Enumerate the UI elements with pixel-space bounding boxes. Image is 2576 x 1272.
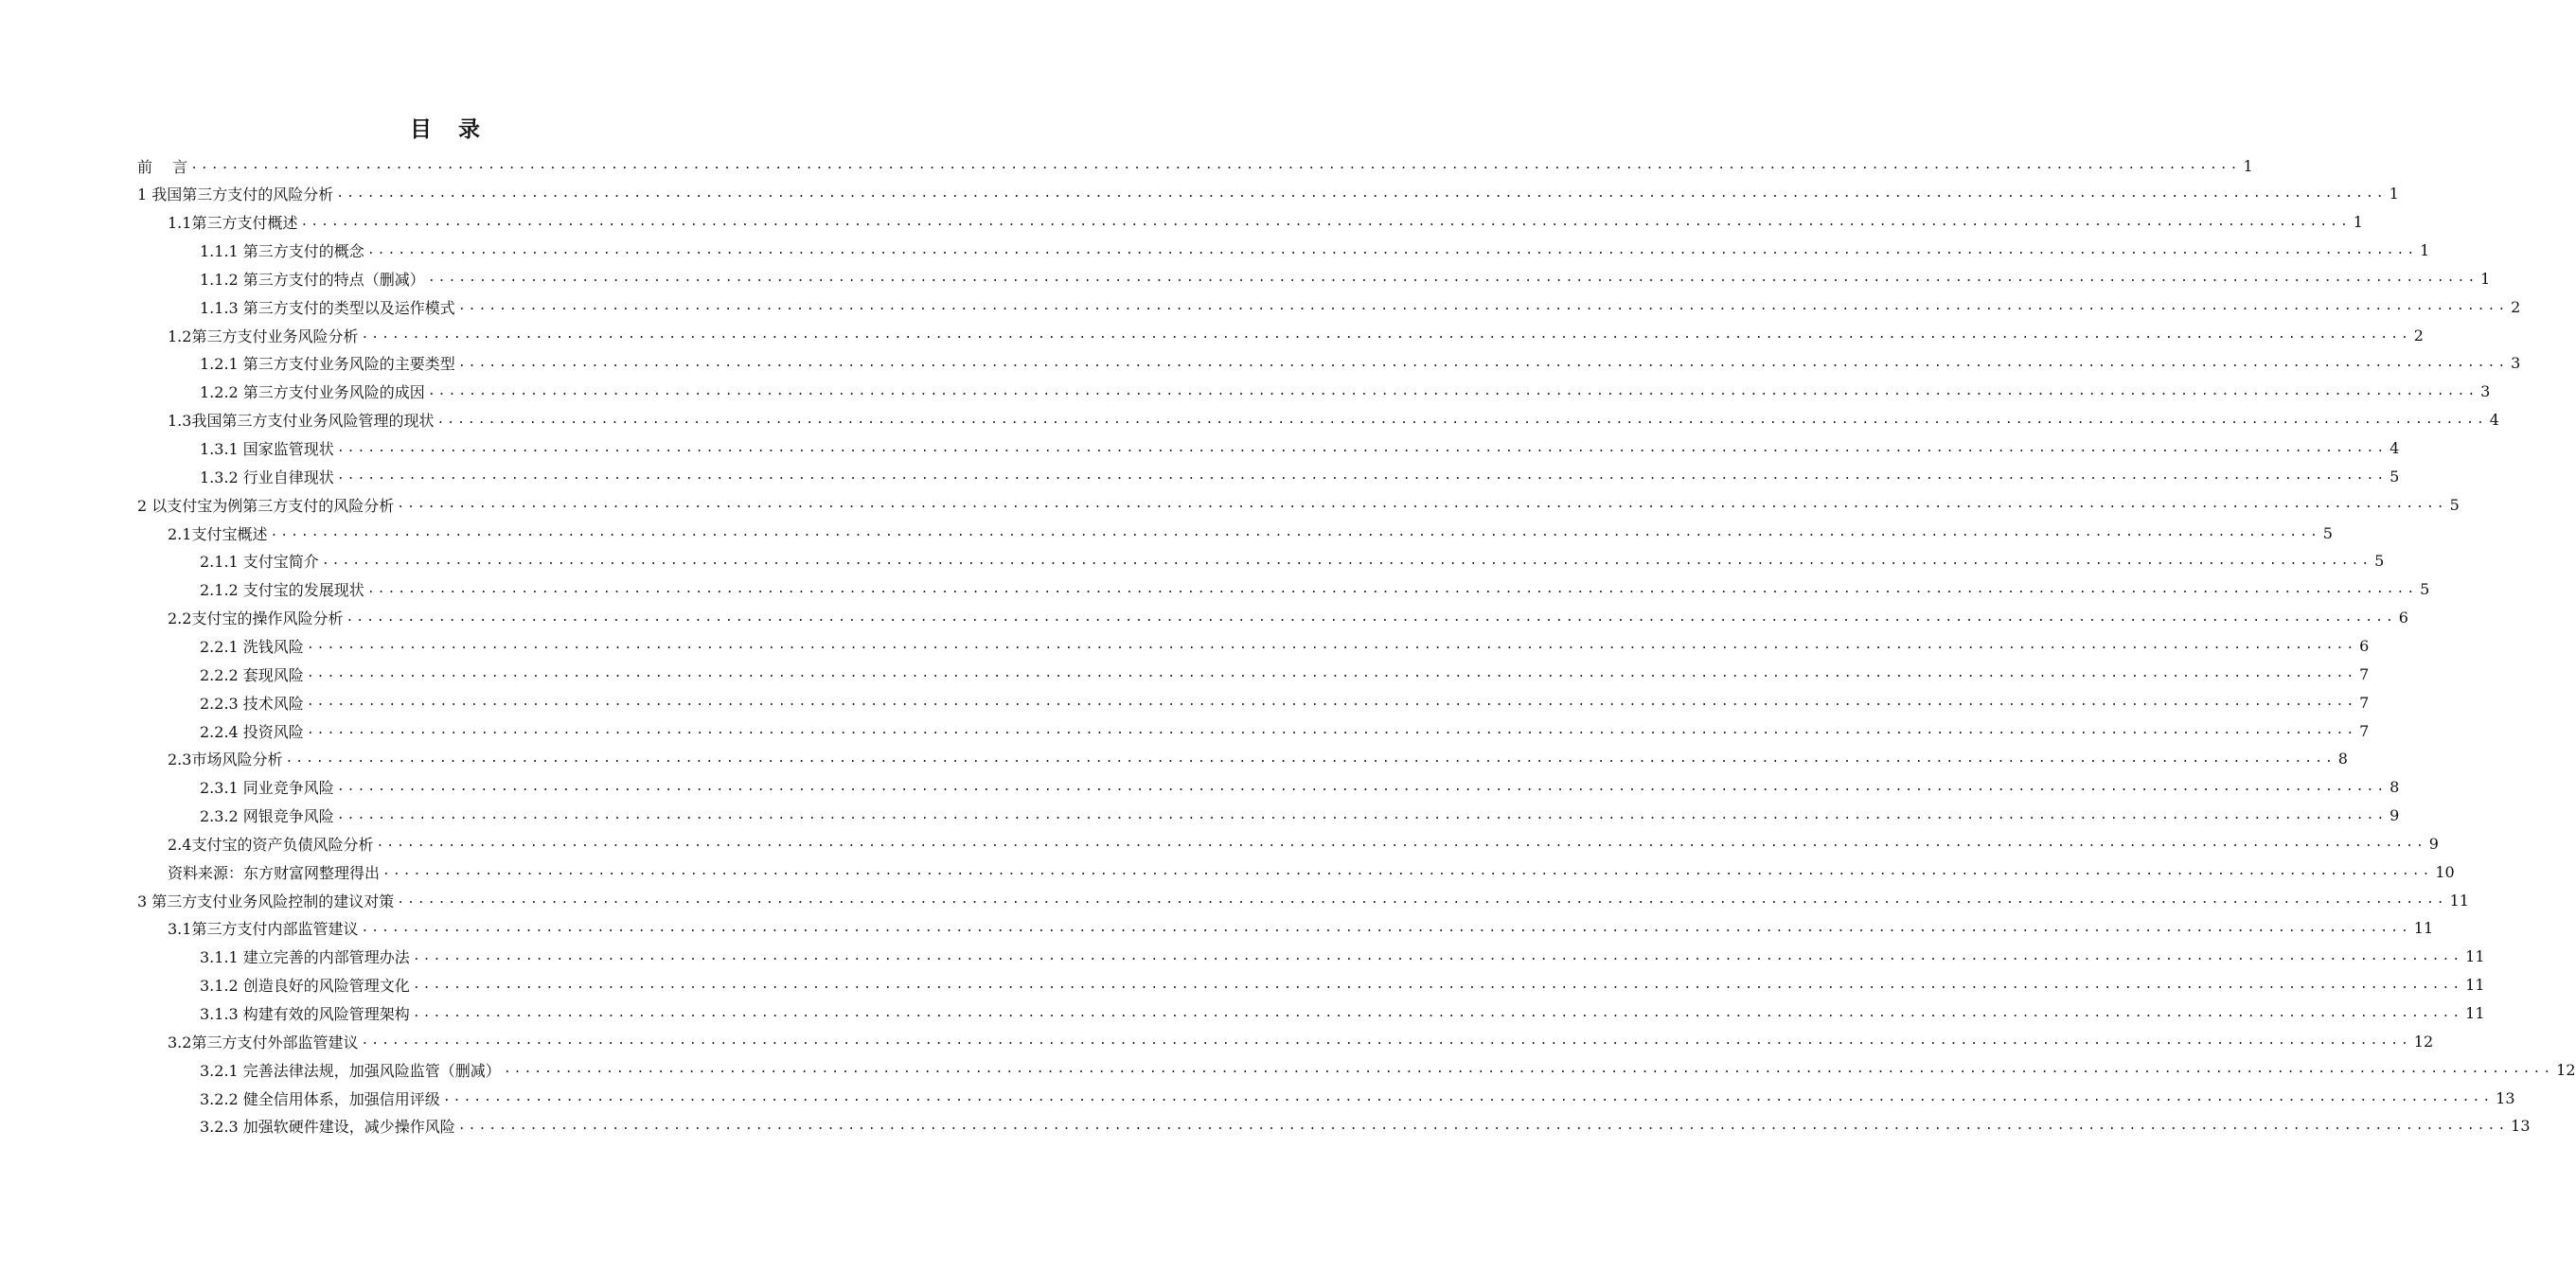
toc-dot-leader: ........................................................................................................................................................................................................ (306, 695, 2357, 710)
toc-page-number: 5 (2322, 523, 2333, 542)
toc-page-number: 5 (2389, 467, 2400, 486)
toc-dot-leader: ........................................................................................................................................................................................................ (436, 412, 2487, 427)
toc-entry[interactable] (200, 773, 2400, 802)
toc-entry[interactable] (200, 237, 2430, 265)
toc-dot-leader: ........................................................................................................................................................................................................ (336, 440, 2388, 455)
toc-dot-leader: ........................................................................................................................................................................................................ (397, 892, 2447, 908)
toc-entry[interactable] (168, 406, 2499, 434)
toc-entry[interactable] (200, 1055, 2576, 1084)
page-title: 目 录 (409, 117, 489, 142)
toc-page-number: 6 (2359, 636, 2370, 655)
toc-entry[interactable] (200, 292, 2521, 321)
toc-entry[interactable] (200, 943, 2485, 971)
toc-entry-title: 2.2.3 技术风险 (200, 694, 304, 713)
toc-dot-leader: ........................................................................................................................................................................................................ (427, 383, 2478, 398)
toc-dot-leader: ........................................................................................................................................................................................................ (457, 355, 2509, 370)
toc-entry[interactable] (137, 886, 2469, 914)
toc-entry[interactable] (200, 999, 2485, 1028)
toc-dot-leader: ........................................................................................................................................................................................................ (442, 1090, 2494, 1105)
toc-entry[interactable] (200, 462, 2400, 490)
toc-entry-title: 1 我国第三方支付的风险分析 (137, 186, 334, 204)
toc-page-number: 9 (2389, 806, 2400, 825)
toc-page-number: 5 (2420, 580, 2430, 599)
toc-entry[interactable] (200, 349, 2521, 378)
toc-entry-title: 2.3.1 同业竞争风险 (200, 779, 334, 798)
toc-page-number: 3 (2511, 354, 2521, 373)
toc-entry-title: 资料来源：东方财富网整理得出 (168, 863, 381, 882)
toc-entry[interactable] (168, 745, 2348, 773)
toc-entry-title: 3.2.3 加强软硬件建设，减少操作风险 (200, 1118, 455, 1137)
toc-entry-title: 2 以支付宝为例第三方支付的风险分析 (137, 496, 395, 515)
toc-entry-title: 2.2支付宝的操作风险分析 (168, 610, 344, 628)
toc-entry-title: 3.1.2 创造良好的风险管理文化 (200, 977, 410, 996)
toc-dot-leader: ........................................................................................................................................................................................................ (361, 1034, 2411, 1049)
toc-page-number: 13 (2496, 1088, 2515, 1107)
toc-page-number: 11 (2449, 891, 2469, 910)
toc-entry-title: 3.1.1 建立完善的内部管理办法 (200, 948, 410, 967)
toc-dot-leader: ........................................................................................................................................................................................................ (346, 610, 2396, 625)
toc-entry-title: 3.1.3 构建有效的风险管理架构 (200, 1005, 410, 1023)
toc-page-number: 5 (2449, 495, 2460, 514)
toc-page-number: 8 (2337, 750, 2348, 768)
toc-entry[interactable] (168, 519, 2333, 547)
toc-page-number: 1 (2420, 241, 2430, 260)
toc-dot-leader: ........................................................................................................................................................................................................ (397, 497, 2447, 512)
toc-dot-leader: ........................................................................................................................................................................................................ (190, 158, 2241, 172)
toc-entry-title: 1.2.2 第三方支付业务风险的成因 (200, 383, 425, 402)
toc-page-number: 9 (2428, 834, 2439, 853)
toc-entry-title: 1.1.2 第三方支付的特点（删减） (200, 270, 425, 289)
toc-entry[interactable] (200, 716, 2370, 745)
toc-dot-leader: ........................................................................................................................................................................................................ (300, 214, 2351, 229)
toc-page-number: 13 (2511, 1117, 2531, 1136)
toc-page-number: 12 (2413, 1032, 2434, 1051)
toc-dot-leader: ........................................................................................................................................................................................................ (457, 1118, 2509, 1133)
toc-entry-title: 1.3.2 行业自律现状 (200, 468, 334, 486)
toc-dot-leader: ........................................................................................................................................................................................................ (503, 1062, 2554, 1077)
toc-dot-leader: ........................................................................................................................................................................................................ (306, 638, 2357, 653)
toc-page-number: 7 (2359, 721, 2370, 740)
toc-dot-leader: ........................................................................................................................................................................................................ (336, 468, 2388, 484)
toc-page-number: 11 (2465, 976, 2485, 995)
toc-entry[interactable] (137, 180, 2399, 208)
toc-entry-title: 2.2.4 投资风险 (200, 722, 304, 741)
toc-page-number: 1 (2389, 185, 2399, 203)
toc-dot-leader: ........................................................................................................................................................................................................ (376, 836, 2426, 851)
toc-entry[interactable] (200, 434, 2400, 463)
toc-entry[interactable] (200, 264, 2491, 292)
toc-entry-title: 1.2第三方支付业务风险分析 (168, 327, 359, 345)
toc-entry[interactable] (168, 208, 2363, 237)
toc-page-number: 11 (2413, 919, 2434, 938)
toc-page-number: 1 (2243, 156, 2253, 175)
toc-entry[interactable] (200, 631, 2370, 660)
toc-entry-title: 前 言 (137, 157, 188, 176)
toc-entry[interactable] (200, 802, 2400, 830)
toc-entry[interactable] (200, 547, 2385, 575)
toc-page-number: 1 (2480, 269, 2491, 288)
toc-entry-title: 2.1支付宝概述 (168, 524, 268, 543)
toc-dot-leader: ........................................................................................................................................................................................................ (270, 525, 2320, 540)
toc-page-number: 7 (2359, 693, 2370, 712)
toc-entry[interactable] (168, 914, 2434, 943)
toc-entry-title: 2.1.1 支付宝简介 (200, 553, 319, 572)
toc-page-number: 5 (2374, 552, 2385, 571)
toc-entry-title: 2.2.1 洗钱风险 (200, 637, 304, 656)
toc-entry-title: 1.1.1 第三方支付的概念 (200, 242, 364, 261)
toc-dot-leader: ........................................................................................................................................................................................................ (306, 666, 2357, 681)
toc-entry-title: 1.3.1 国家监管现状 (200, 440, 334, 458)
toc-entry[interactable] (168, 604, 2408, 632)
toc-entry[interactable] (200, 378, 2491, 406)
toc-dot-leader: ........................................................................................................................................................................................................ (457, 299, 2509, 314)
toc-dot-leader: ........................................................................................................................................................................................................ (306, 723, 2357, 737)
toc-entry-title: 3.2第三方支付外部监管建议 (168, 1033, 359, 1051)
toc-entry[interactable] (200, 1112, 2531, 1140)
toc-page-number: 4 (2489, 411, 2499, 430)
toc-page-number: 2 (2413, 326, 2424, 344)
toc-entry[interactable] (200, 575, 2430, 604)
toc-page-number: 4 (2389, 439, 2400, 457)
toc-dot-leader: ........................................................................................................................................................................................................ (427, 271, 2478, 286)
toc-dot-leader: ........................................................................................................................................................................................................ (366, 581, 2418, 596)
toc-dot-leader: ........................................................................................................................................................................................................ (412, 948, 2463, 963)
toc-page-number: 8 (2389, 778, 2400, 797)
toc-dot-leader: ........................................................................................................................................................................................................ (412, 977, 2463, 992)
toc-entry[interactable] (168, 1027, 2434, 1055)
toc-entry[interactable] (137, 490, 2460, 519)
toc-dot-leader: ........................................................................................................................................................................................................ (361, 920, 2411, 935)
toc-entry-title: 3.2.1 完善法律法规，加强风险监管（删减） (200, 1061, 501, 1080)
toc-dot-leader: ........................................................................................................................................................................................................ (285, 751, 2336, 766)
toc-entry[interactable] (200, 971, 2485, 999)
toc-dot-leader: ........................................................................................................................................................................................................ (382, 864, 2433, 879)
toc-dot-leader: ........................................................................................................................................................................................................ (336, 186, 2387, 201)
toc-page-number: 10 (2435, 862, 2455, 881)
toc-page-number: 1 (2353, 213, 2363, 232)
toc-page-number: 2 (2511, 297, 2521, 316)
toc-page-number: 11 (2465, 1004, 2485, 1022)
toc-page-number: 3 (2480, 382, 2491, 401)
toc-entry-title: 3.2.2 健全信用体系，加强信用评级 (200, 1089, 440, 1108)
toc-page-number: 7 (2359, 664, 2370, 683)
toc-entry-title: 2.3市场风险分析 (168, 751, 283, 769)
toc-dot-leader: ........................................................................................................................................................................................................ (361, 327, 2411, 343)
toc-dot-leader: ........................................................................................................................................................................................................ (366, 242, 2418, 257)
toc-entry[interactable] (168, 857, 2455, 886)
toc-entry-title: 1.1第三方支付概述 (168, 214, 298, 233)
toc-entry-title: 1.2.1 第三方支付业务风险的主要类型 (200, 355, 455, 374)
toc-entry-title: 1.3我国第三方支付业务风险管理的现状 (168, 412, 435, 431)
toc-entry-title: 2.1.2 支付宝的发展现状 (200, 581, 364, 600)
toc-entry[interactable] (200, 1084, 2515, 1112)
toc-dot-leader: ........................................................................................................................................................................................................ (336, 807, 2388, 822)
toc-dot-leader: ........................................................................................................................................................................................................ (336, 779, 2388, 794)
toc-page-number: 11 (2465, 947, 2485, 966)
toc-entry-title: 2.4支付宝的资产负债风险分析 (168, 835, 374, 854)
toc-dot-leader: ........................................................................................................................................................................................................ (321, 553, 2372, 568)
toc-dot-leader: ........................................................................................................................................................................................................ (412, 1005, 2463, 1020)
toc-entry-title: 3.1第三方支付内部监管建议 (168, 920, 359, 939)
toc-entry-title: 2.3.2 网银竞争风险 (200, 807, 334, 826)
toc-entry[interactable] (200, 660, 2370, 688)
toc-entry-title: 3 第三方支付业务风险控制的建议对策 (137, 892, 395, 910)
toc-page-number: 12 (2556, 1060, 2576, 1079)
toc-entry-title: 2.2.2 套现风险 (200, 665, 304, 684)
toc-entry[interactable] (200, 688, 2370, 716)
toc-page-number: 6 (2398, 609, 2408, 627)
toc-entry[interactable] (137, 151, 2253, 180)
toc-entry[interactable] (168, 321, 2424, 349)
toc-entry[interactable] (168, 829, 2439, 857)
toc-entry-title: 1.1.3 第三方支付的类型以及运作模式 (200, 298, 455, 317)
